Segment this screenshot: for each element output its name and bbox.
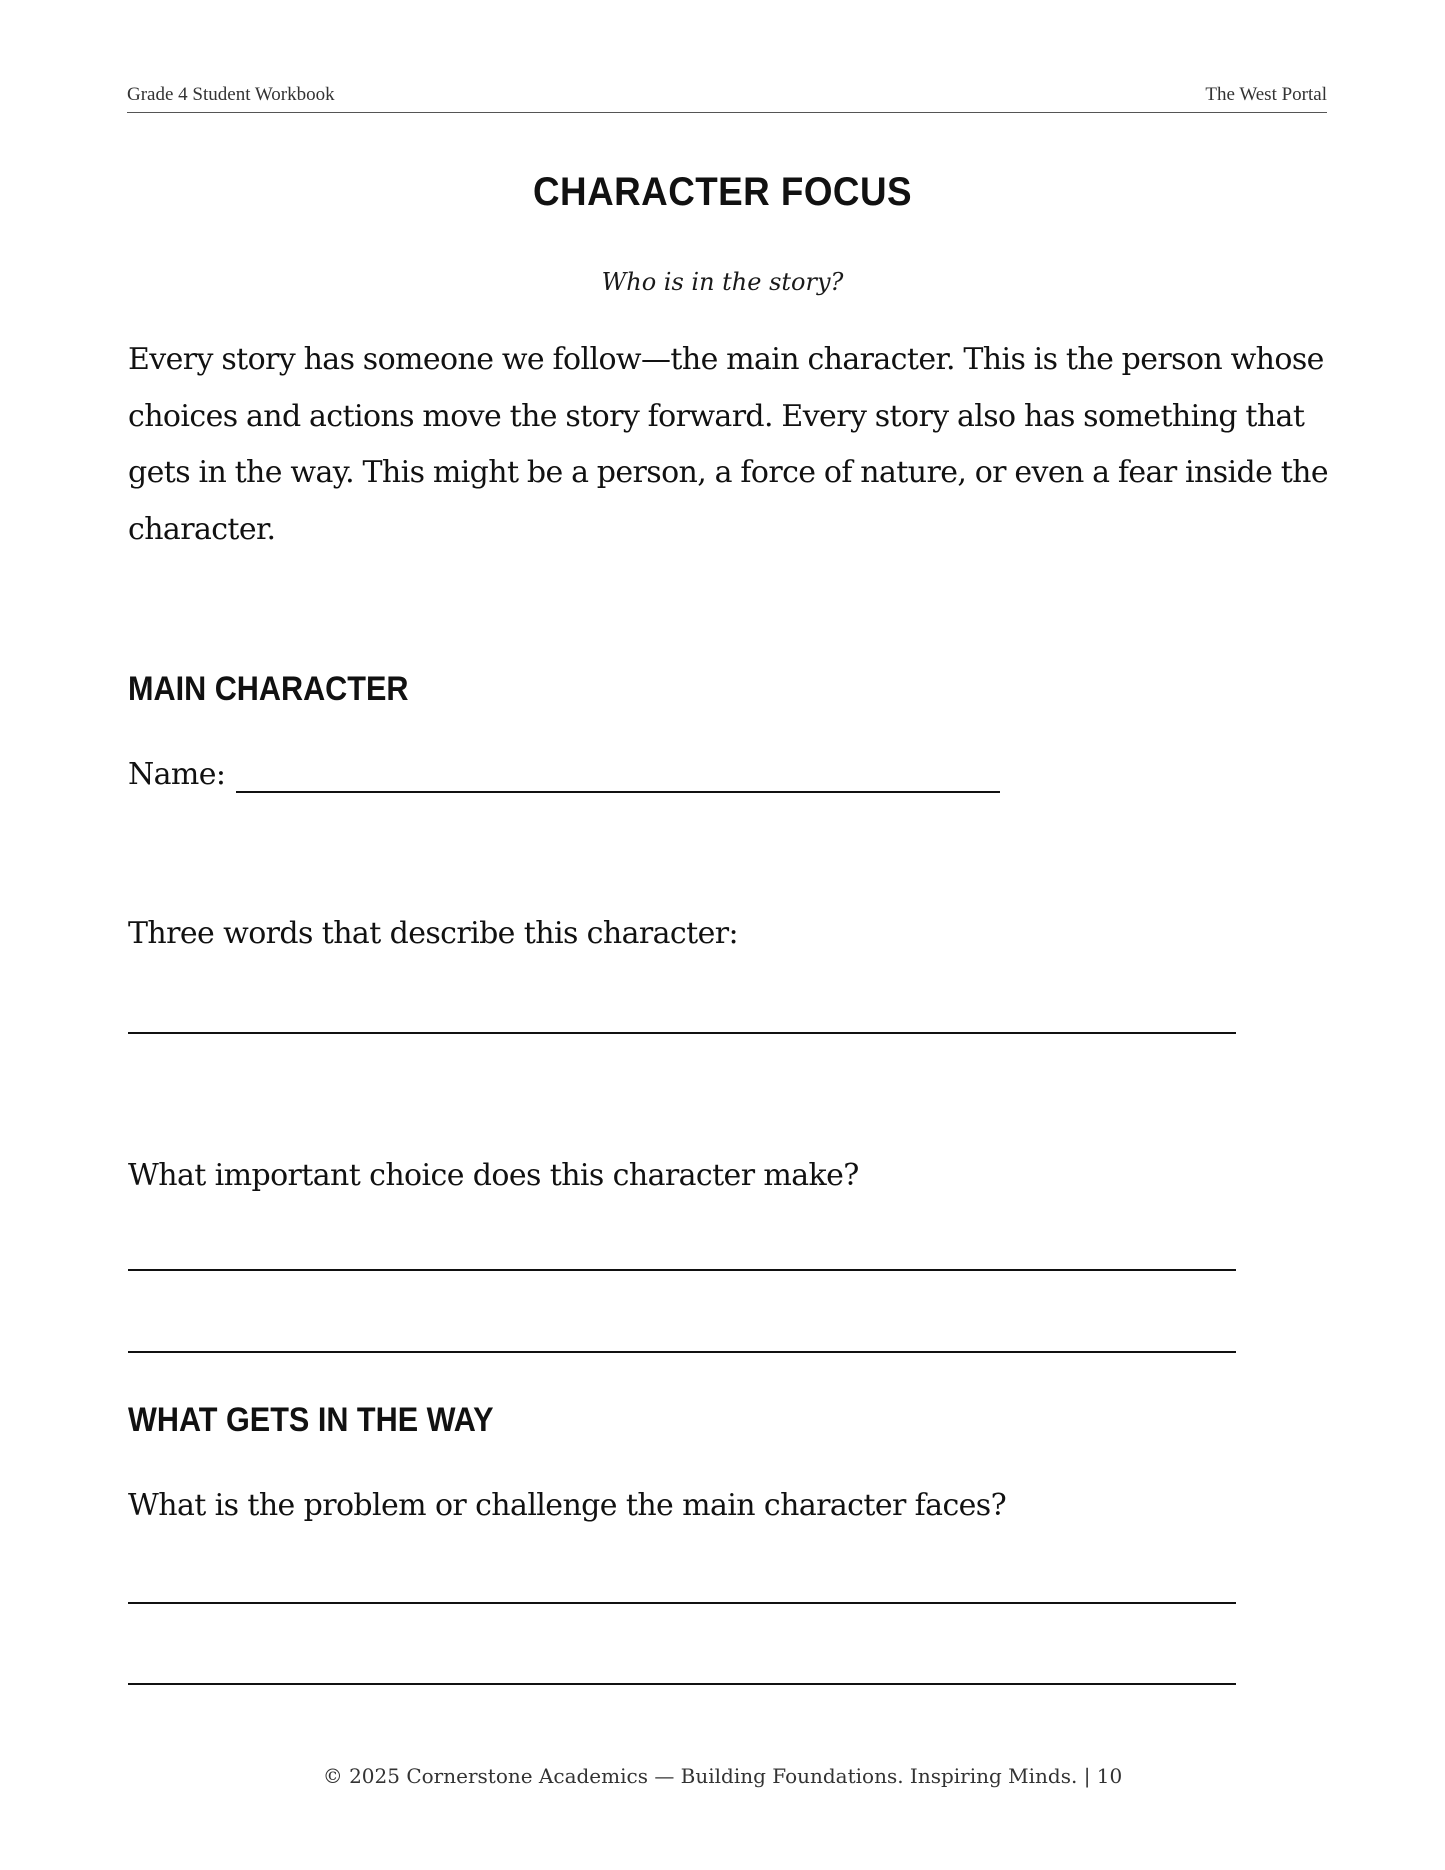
describe-answer-line[interactable] bbox=[128, 1032, 1236, 1034]
obstacle-heading: WHAT GETS IN THE WAY bbox=[128, 1401, 494, 1439]
page-subtitle: Who is in the story? bbox=[601, 268, 844, 296]
choice-answer-line-1[interactable] bbox=[128, 1269, 1236, 1271]
choice-answer-line-2[interactable] bbox=[128, 1351, 1236, 1353]
main-character-heading: MAIN CHARACTER bbox=[128, 670, 409, 708]
running-header bbox=[127, 84, 1327, 113]
problem-question: What is the problem or challenge the main character faces? bbox=[128, 1488, 1007, 1523]
problem-answer-line-1[interactable] bbox=[128, 1602, 1236, 1604]
header-workbook-title: Grade 4 Student Workbook bbox=[127, 84, 335, 105]
page-footer: © 2025 Cornerstone Academics — Building Foundations. Inspiring Minds. | 10 bbox=[322, 1764, 1123, 1788]
header-book-title: The West Portal bbox=[1205, 84, 1327, 105]
describe-question: Three words that describe this character: bbox=[128, 916, 738, 951]
intro-paragraph: Every story has someone we follow—the main character. This is the person whose choices and actions move the story forward. Every story also has something that gets in the way. This might be a person, a force of nature, or even a fear inside the character. bbox=[128, 342, 1329, 547]
name-label: Name: bbox=[128, 757, 226, 792]
name-answer-line[interactable] bbox=[236, 791, 1000, 793]
problem-answer-line-2[interactable] bbox=[128, 1683, 1236, 1685]
page-title: CHARACTER FOCUS bbox=[533, 170, 912, 214]
choice-question: What important choice does this character make? bbox=[128, 1158, 859, 1193]
